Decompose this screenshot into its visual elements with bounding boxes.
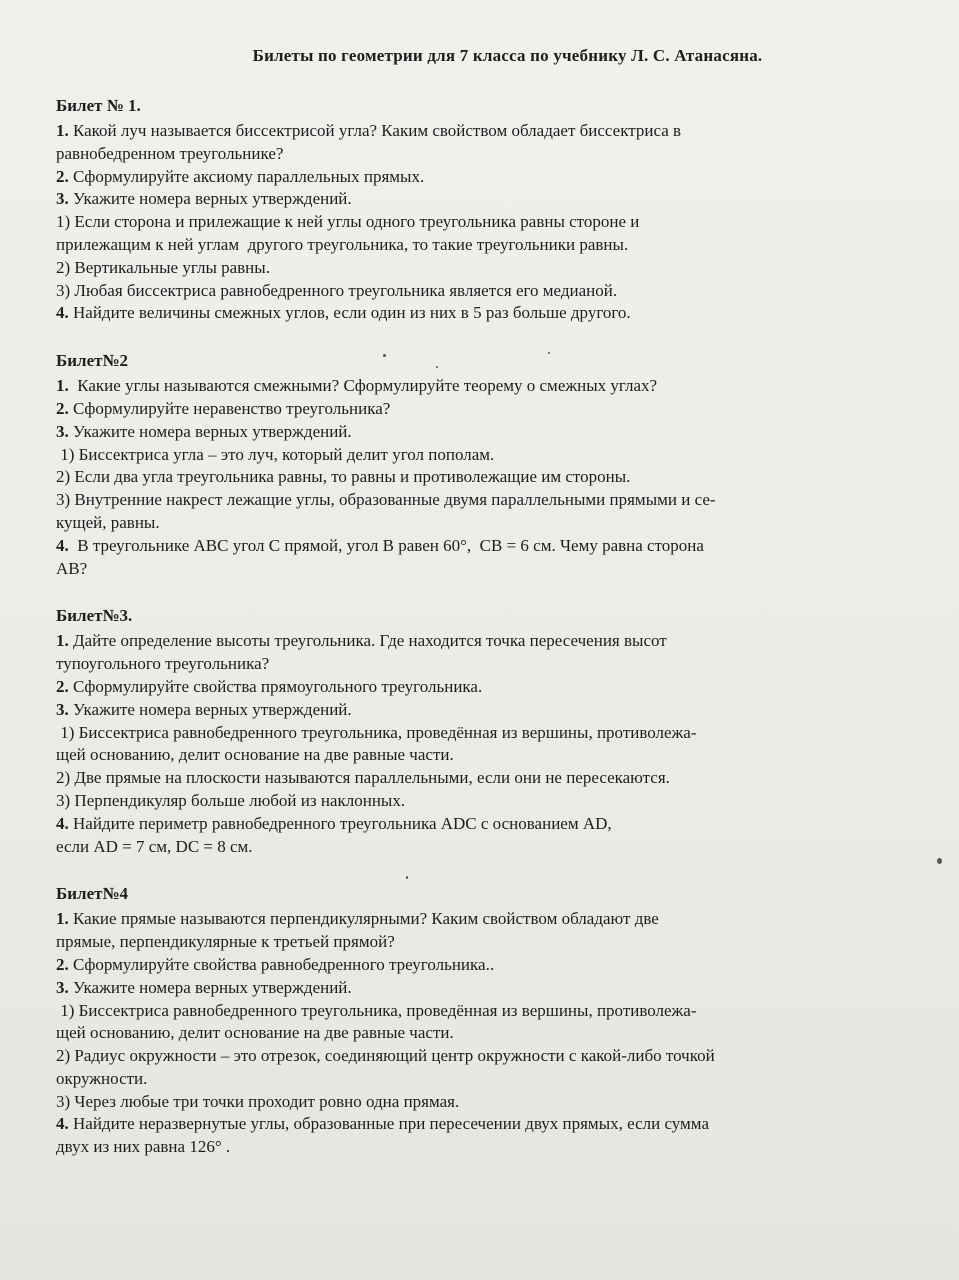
question-number: 2. (56, 166, 69, 186)
line-text: Какие прямые называются перпендикулярными? Каким свойством обладают две (68, 909, 659, 929)
ticket-line (56, 512, 919, 535)
ticket-line (56, 166, 919, 189)
ticket-line (56, 1136, 919, 1159)
ticket-line (56, 211, 919, 234)
ticket-line (56, 813, 919, 836)
ticket-line (56, 1045, 919, 1068)
line-text: 1) Биссектриса равнобедренного треугольника, проведённая из вершины, противолежа- (56, 722, 697, 742)
line-text: 1) Биссектриса угла – это луч, который делит угол пополам. (56, 444, 495, 464)
line-text: Дайте определение высоты треугольника. Где находится точка пересечения высот (68, 631, 667, 651)
ticket-line (56, 699, 919, 722)
tickets-list (56, 96, 919, 1159)
question-number: 4. (56, 1114, 69, 1134)
ticket-line (56, 1113, 919, 1136)
line-text: 1) Если сторона и прилежащие к ней углы одного треугольника равны стороне и (56, 212, 640, 232)
line-text: Сформулируйте свойства равнобедренного треугольника.. (68, 954, 495, 974)
ticket-line (56, 234, 919, 257)
document-title: Билеты по геометрии для 7 класса по учебнику Л. С. Атанасяна. (252, 46, 763, 65)
paper-speck (383, 354, 386, 357)
line-text: Найдите неразвернутые углы, образованные при пересечении двух прямых, если сумма (68, 1114, 709, 1134)
ticket-title: Билет№2 (56, 351, 129, 371)
ticket-line (56, 466, 919, 489)
line-text: тупоугольного треугольника? (56, 654, 270, 674)
line-text: 2) Вертикальные углы равны. (56, 257, 270, 277)
ticket-line (56, 653, 919, 676)
line-text: Сформулируйте свойства прямоугольного треугольника. (68, 676, 483, 696)
line-text: Найдите периметр равнобедренного треугольника ADC с основанием AD, (68, 813, 612, 833)
line-text: Укажите номера верных утверждений. (68, 421, 352, 441)
ticket-line (56, 722, 919, 745)
ticket-line (56, 280, 919, 303)
question-number: 2. (56, 954, 69, 974)
line-text: 3) Внутренние накрест лежащие углы, образованные двумя параллельными прямыми и се- (56, 490, 716, 510)
ticket-line (56, 1068, 919, 1091)
ticket-line (56, 535, 919, 558)
ticket-line (56, 977, 919, 1000)
question-number: 2. (56, 398, 69, 418)
line-text: Сформулируйте неравенство треугольника? (68, 398, 391, 418)
ticket-line (56, 954, 919, 977)
question-number: 4. (56, 535, 69, 555)
ticket-line (56, 421, 919, 444)
ticket-title: Билет№4 (56, 884, 129, 904)
question-number: 3. (56, 977, 69, 997)
line-text: прямые, перпендикулярные к третьей прямой? (56, 932, 395, 952)
paper-speck (548, 352, 550, 354)
ticket-line (56, 836, 919, 859)
paper-speck (406, 876, 408, 879)
ticket-block (56, 884, 919, 1159)
line-text: 3) Любая биссектриса равнобедренного треугольника является его медианой. (56, 280, 618, 300)
line-text: если AD = 7 см, DC = 8 см. (56, 836, 253, 856)
line-text: 2) Две прямые на плоскости называются параллельными, если они не пересекаются. (56, 768, 670, 788)
ticket-block (56, 351, 919, 580)
question-number: 4. (56, 813, 69, 833)
ticket-line (56, 908, 919, 931)
ticket-line (56, 1000, 919, 1023)
ticket-line (56, 120, 919, 143)
line-text: равнобедренном треугольнике? (56, 143, 284, 163)
ticket-line (56, 630, 919, 653)
line-text: кущей, равны. (56, 512, 160, 532)
line-text: 2) Если два угла треугольника равны, то равны и противолежащие им стороны. (56, 467, 631, 487)
ticket-line (56, 444, 919, 467)
line-text: двух из них равна 126° . (56, 1137, 231, 1157)
question-number: 3. (56, 189, 69, 209)
line-text: Найдите величины смежных углов, если один из них в 5 раз больше другого. (68, 303, 631, 323)
question-number: 1. (56, 631, 69, 651)
ticket-line (56, 188, 919, 211)
line-text: Какие углы называются смежными? Сформулируйте теорему о смежных углах? (68, 376, 658, 396)
line-text: Какой луч называется биссектрисой угла? Каким свойством обладает биссектриса в (68, 121, 682, 140)
ticket-line (56, 790, 919, 813)
line-text: прилежащим к ней углам другого треугольника, то такие треугольники равны. (56, 234, 629, 254)
line-text: щей основанию, делит основание на две равные части. (56, 745, 454, 765)
line-text: 3) Перпендикуляр больше любой из наклонных. (56, 790, 406, 810)
ticket-title: Билет№3. (56, 606, 133, 626)
paper-speck (436, 366, 438, 368)
ticket-line (56, 558, 919, 581)
question-number: 3. (56, 699, 69, 719)
line-text: окружности. (56, 1068, 148, 1088)
line-text: Укажите номера верных утверждений. (68, 189, 352, 209)
ticket-line (56, 1022, 919, 1045)
ticket-line (56, 489, 919, 512)
ticket-line (56, 257, 919, 280)
question-number: 3. (56, 421, 69, 441)
question-number: 1. (56, 121, 69, 140)
line-text: Сформулируйте аксиому параллельных прямых. (68, 166, 425, 186)
ticket-line (56, 931, 919, 954)
paper-speck (937, 858, 942, 864)
ticket-line (56, 302, 919, 325)
line-text: В треугольнике АВС угол С прямой, угол В равен 60°, СВ = 6 см. Чему равна сторона (68, 535, 704, 555)
question-number: 1. (56, 909, 69, 929)
question-number: 4. (56, 303, 69, 323)
ticket-line (56, 744, 919, 767)
ticket-title: Билет № 1. (56, 96, 141, 115)
line-text: 1) Биссектриса равнобедренного треугольника, проведённая из вершины, противолежа- (56, 1000, 697, 1020)
ticket-block (56, 606, 919, 858)
ticket-line (56, 1091, 919, 1114)
ticket-line (56, 767, 919, 790)
line-text: щей основанию, делит основание на две равные части. (56, 1023, 454, 1043)
ticket-block (56, 96, 919, 325)
line-text: Укажите номера верных утверждений. (68, 699, 352, 719)
ticket-line (56, 143, 919, 166)
line-text: Укажите номера верных утверждений. (68, 977, 352, 997)
ticket-line (56, 398, 919, 421)
question-number: 2. (56, 676, 69, 696)
line-text: АВ? (56, 558, 88, 578)
line-text: 3) Через любые три точки проходит ровно одна прямая. (56, 1091, 460, 1111)
question-number: 1. (56, 376, 69, 396)
ticket-line (56, 375, 919, 398)
ticket-line (56, 676, 919, 699)
line-text: 2) Радиус окружности – это отрезок, соединяющий центр окружности с какой-либо точкой (56, 1046, 715, 1066)
